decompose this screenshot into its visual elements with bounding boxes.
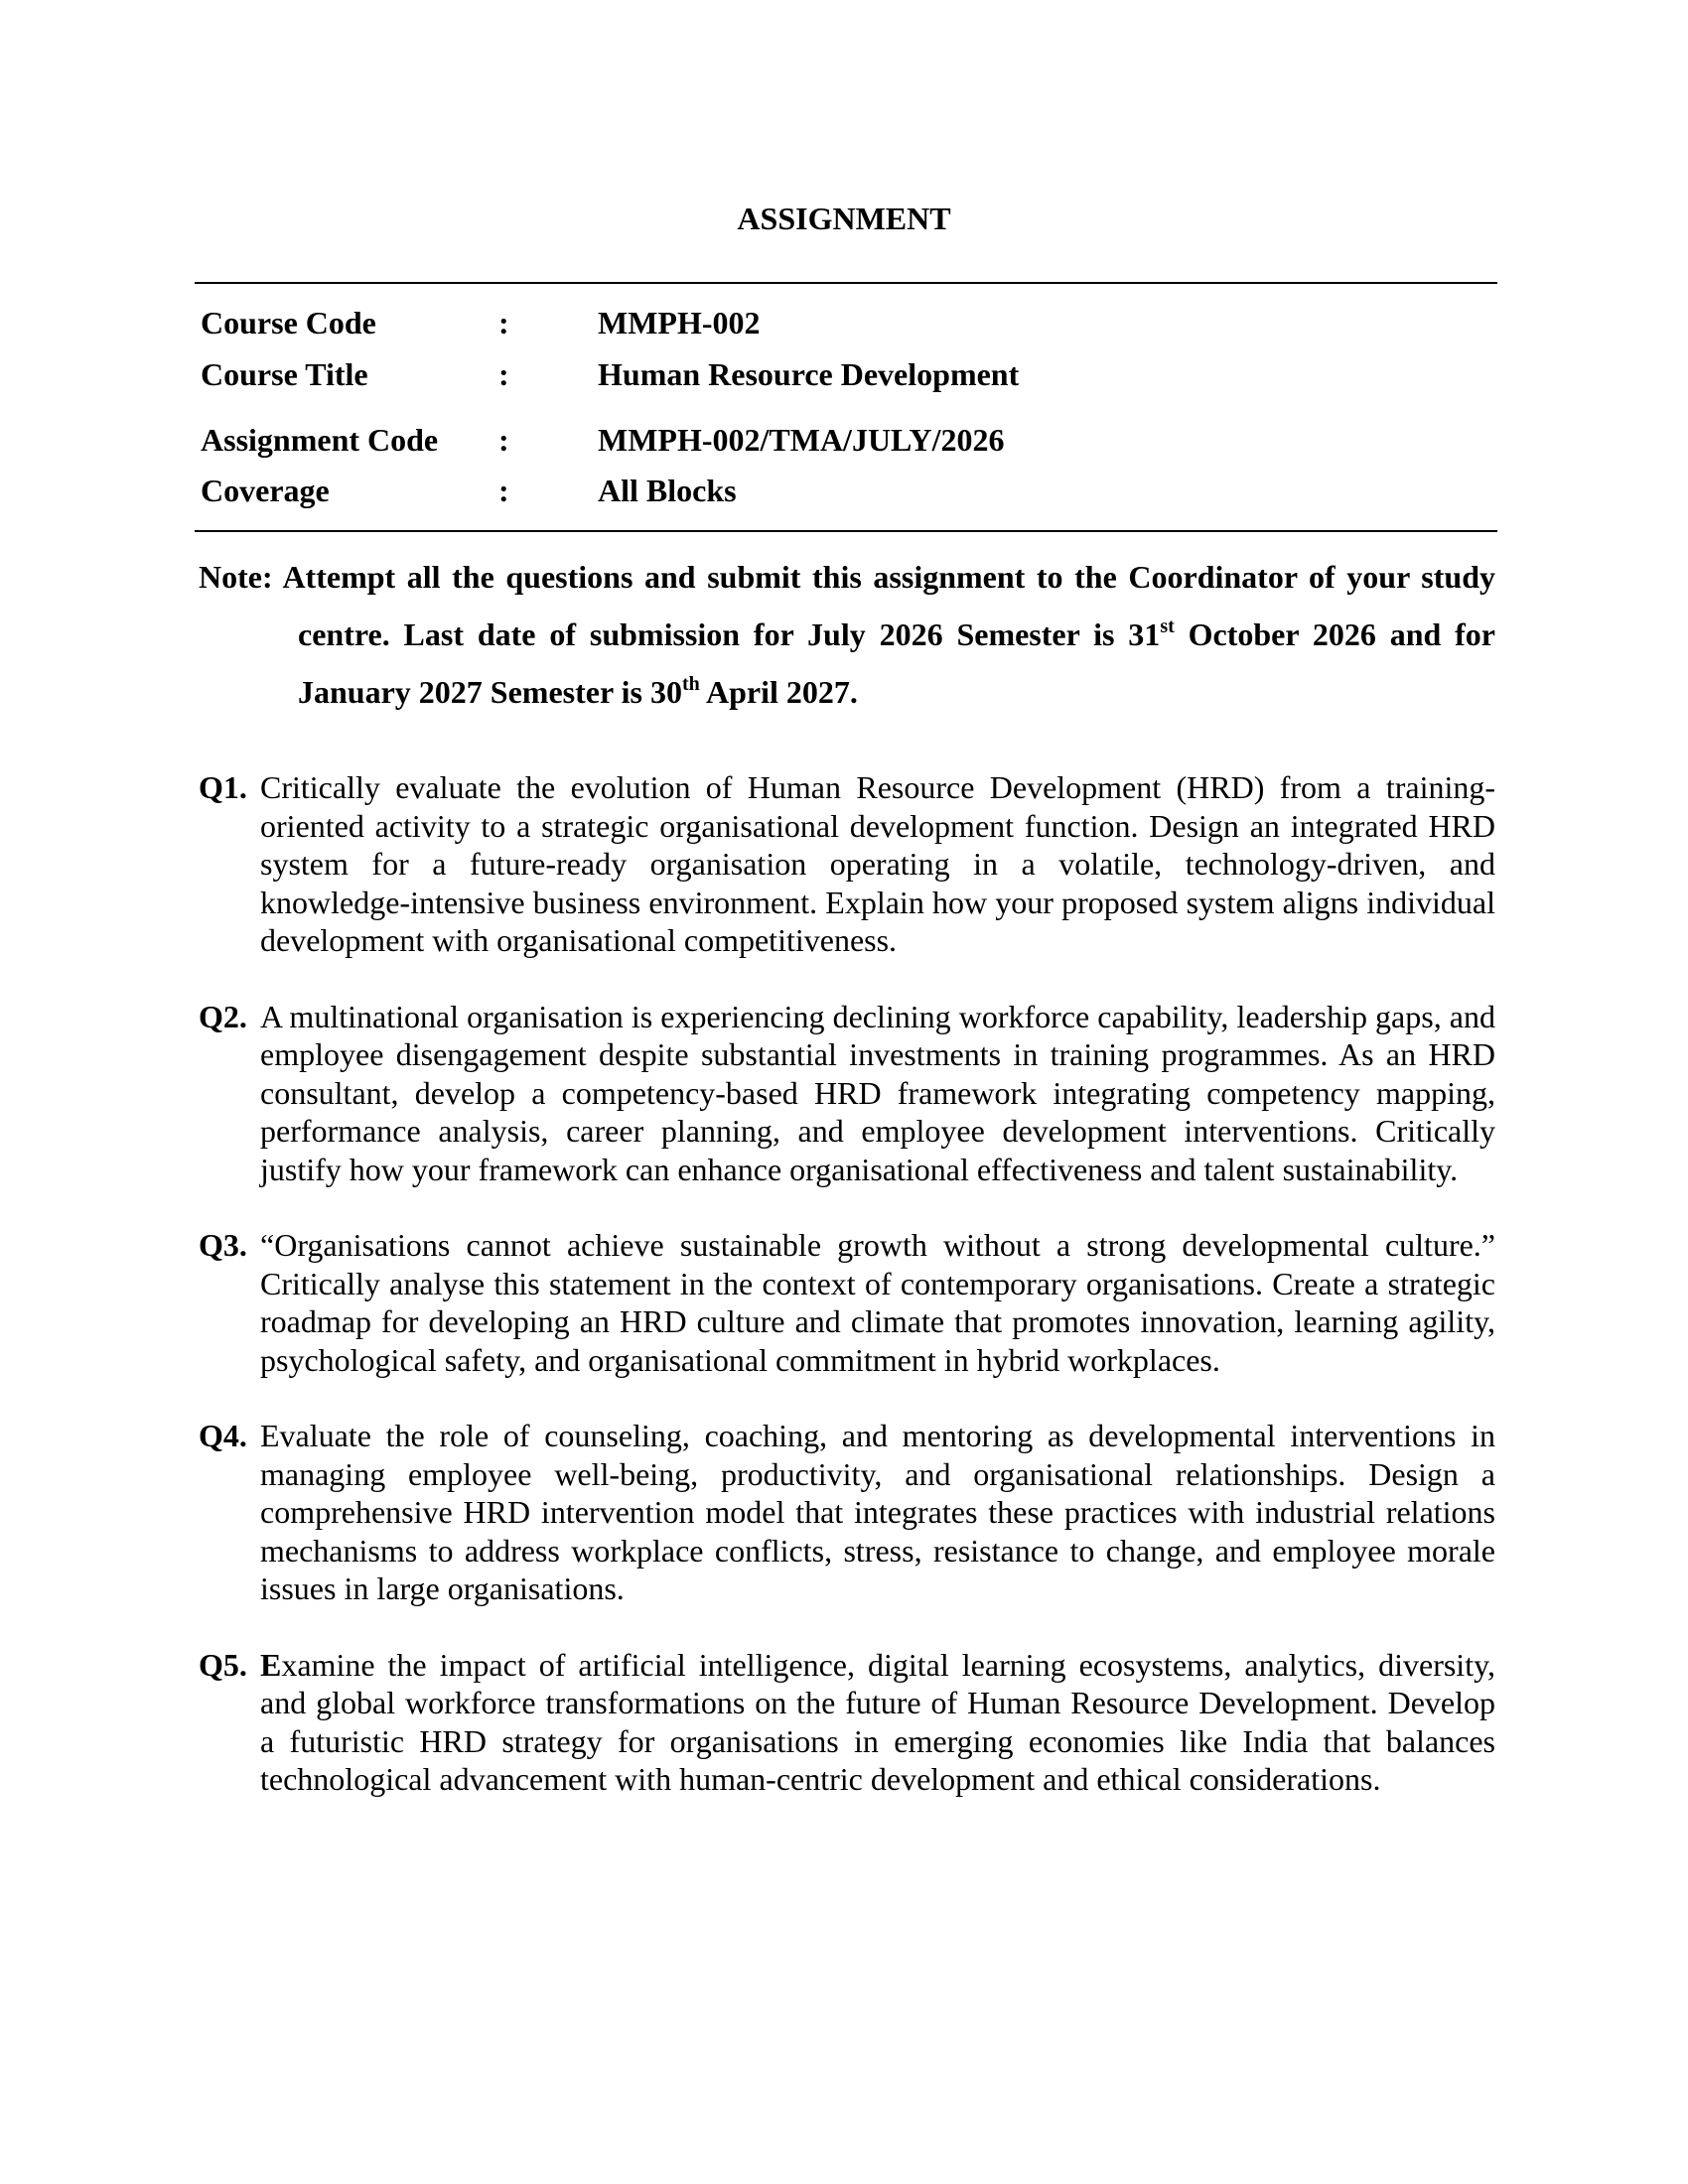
question-number: Q4. xyxy=(199,1418,247,1453)
question-item xyxy=(199,768,1495,960)
course-info-table xyxy=(195,282,1497,532)
question-item xyxy=(199,998,1495,1189)
question-item xyxy=(199,1226,1495,1379)
question-text: “Organisations cannot achieve sustainable growth without a strong developmental culture.” Critically analyse this statement in the context of contemporary organisations. Create a strategic roadmap for developing an HRD culture and climate that promotes innovation, learning agility, psychological safety, and organisational commitment in hybrid workplaces. xyxy=(260,1227,1495,1378)
course-title-row xyxy=(195,341,1497,407)
assignment-code-separator: : xyxy=(498,421,509,458)
question-number: Q2. xyxy=(199,998,247,1034)
coverage-value: All Blocks xyxy=(598,473,737,508)
note-part-1: Note: Attempt all the questions and submit this assignment to the Coordinator of your study centre. Last date of submission for July 2026 Semester is 31 xyxy=(199,559,1495,652)
question-item xyxy=(199,1417,1495,1608)
assignment-code-value: MMPH-002/TMA/JULY/2026 xyxy=(598,421,1005,458)
question-number: Q1. xyxy=(199,769,247,805)
course-code-value: MMPH-002 xyxy=(598,305,761,341)
coverage-label: Coverage xyxy=(201,473,330,508)
submission-note-text xyxy=(199,548,1495,721)
question-item xyxy=(199,1646,1495,1799)
question-number: Q5. xyxy=(199,1646,247,1683)
questions-list xyxy=(199,768,1495,1837)
coverage-separator: : xyxy=(498,473,509,508)
question-text: A multinational organisation is experiencing declining workforce capability, leadership gaps, and employee disengagement despite substantial investments in training programmes. As an HRD consultant, develop a competency-based HRD framework integrating competency mapping, performance analysis, career planning, and employee development interventions. Critically justify how your framework can enhance organisational effectiveness and talent sustainability. xyxy=(260,998,1495,1187)
course-code-label: Course Code xyxy=(201,305,376,341)
question-text: Critically evaluate the evolution of Human Resource Development (HRD) from a training-oriented activity to a strategic organisational development function. Design an integrated HRD system for a future-ready organisation operating in a volatile, technology-driven, and knowledge-intensive business environment. Explain how your proposed system aligns individual development with organisational competitiveness. xyxy=(260,769,1495,958)
course-code-separator: : xyxy=(498,305,509,341)
question-text-bold-initial: E xyxy=(260,1646,282,1683)
assignment-code-label: Assignment Code xyxy=(201,421,439,458)
note-part-2: October 2026 and for January 2027 Semester is 30 xyxy=(298,616,1496,710)
question-text xyxy=(260,1646,1495,1799)
coverage-row xyxy=(195,473,1497,530)
course-code-row xyxy=(195,284,1497,341)
question-text: Evaluate the role of counseling, coaching, and mentoring as developmental interventions in managing employee well-being, productivity, and organisational relationships. Design a comprehensive HRD intervention model that integrates these practices with industrial relations mechanisms to address workplace conflicts, stress, resistance to change, and employee morale issues in large organisations. xyxy=(260,1418,1495,1606)
course-title-value: Human Resource Development xyxy=(598,355,1020,392)
course-title-separator: : xyxy=(498,355,509,392)
note-superscript-2: th xyxy=(681,673,700,695)
course-title-label: Course Title xyxy=(201,355,368,392)
question-number: Q3. xyxy=(199,1227,247,1263)
note-part-3: April 2027. xyxy=(699,674,858,710)
note-superscript-1: st xyxy=(1160,615,1175,637)
document-title: ASSIGNMENT xyxy=(737,201,951,236)
assignment-code-row xyxy=(195,407,1497,473)
question-text-rest: xamine the impact of artificial intelligence, digital learning ecosystems, analytics, diversity, and global workforce transformations on the future of Human Resource Development. Develop a futuristic HRD strategy for organisations in emerging economies like India that balances technological advancement with human-centric development and ethical considerations. xyxy=(260,1646,1495,1797)
submission-note xyxy=(199,548,1495,721)
